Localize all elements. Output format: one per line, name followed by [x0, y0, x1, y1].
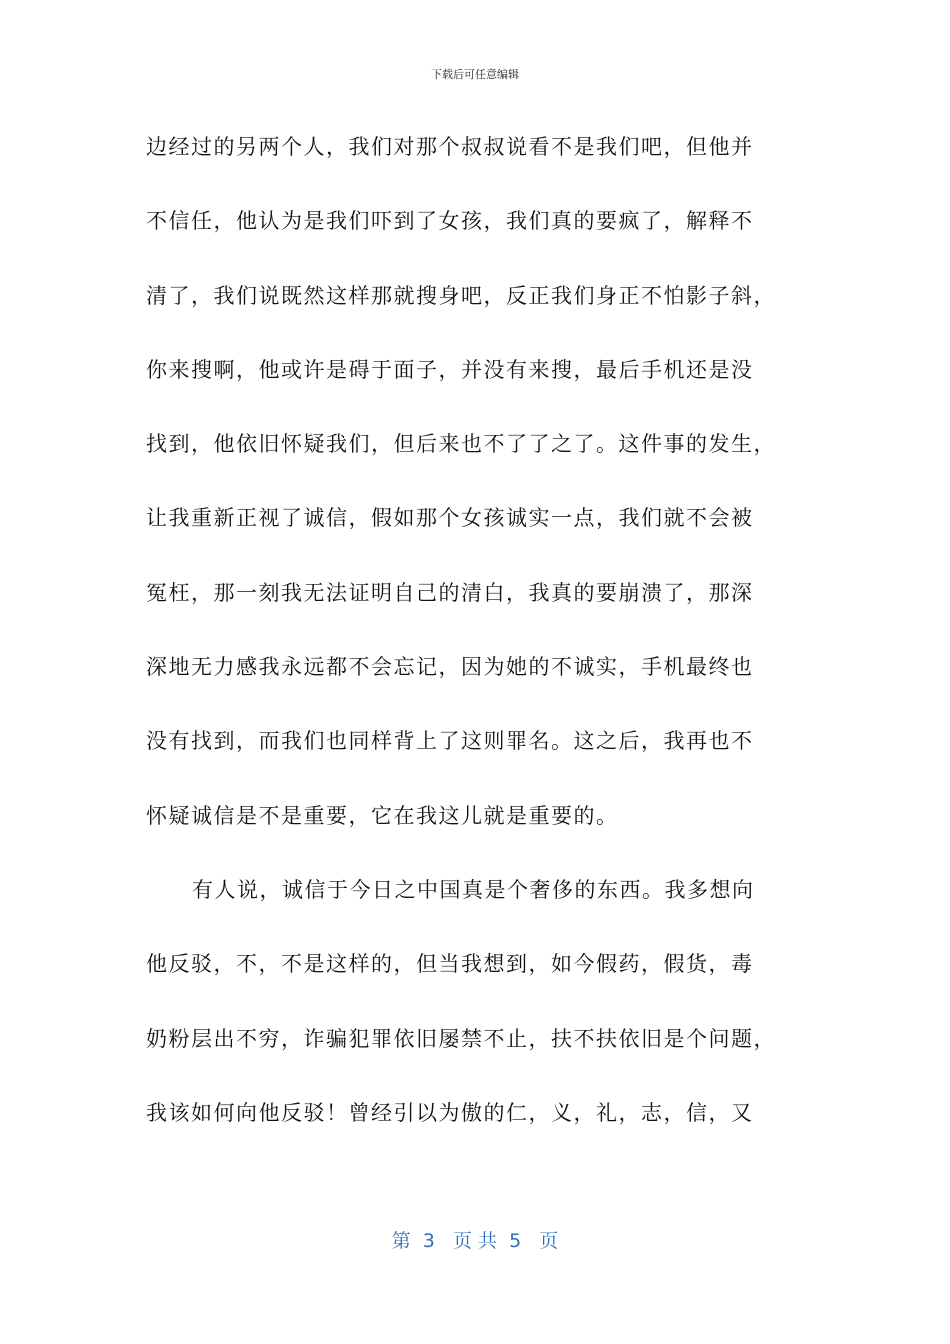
text-line: 不信任，他认为是我们吓到了女孩，我们真的要疯了，解释不 [146, 209, 754, 234]
text-line: 没有找到，而我们也同样背上了这则罪名。这之后，我再也不 [146, 729, 754, 754]
text-line: 让我重新正视了诚信，假如那个女孩诚实一点，我们就不会被 [146, 506, 754, 531]
paragraph-start-line: 有人说，诚信于今日之中国真是个奢侈的东西。我多想向 [192, 877, 755, 902]
text-line: 深地无力感我永远都不会忘记，因为她的不诚实，手机最终也 [146, 655, 754, 680]
text-line: 你来搜啊，他或许是碍于面子，并没有来搜，最后手机还是没 [146, 357, 754, 382]
text-line: 奶粉层出不穷，诈骗犯罪依旧屡禁不止，扶不扶依旧是个问题， [146, 1026, 776, 1051]
document-body [146, 124, 806, 1164]
text-line: 怀疑诚信是不是重要，它在我这儿就是重要的。 [146, 803, 619, 828]
text-line: 他反驳，不，不是这样的，但当我想到，如今假药，假货，毒 [146, 952, 754, 977]
page-number-footer: 第 3 页 共 5 页 [391, 1230, 559, 1252]
text-line: 我该如何向他反驳！曾经引以为傲的仁，义，礼，志，信，又 [146, 1100, 754, 1125]
text-line: 清了，我们说既然这样那就搜身吧，反正我们身正不怕影子斜， [146, 283, 776, 308]
text-line: 找到，他依旧怀疑我们，但后来也不了了之了。这件事的发生， [146, 432, 776, 457]
page-header: 下载后可任意编辑 [431, 68, 519, 81]
text-line: 边经过的另两个人，我们对那个叔叔说看不是我们吧，但他并 [146, 135, 754, 159]
text-line: 冤枉，那一刻我无法证明自己的清白，我真的要崩溃了，那深 [146, 580, 754, 605]
